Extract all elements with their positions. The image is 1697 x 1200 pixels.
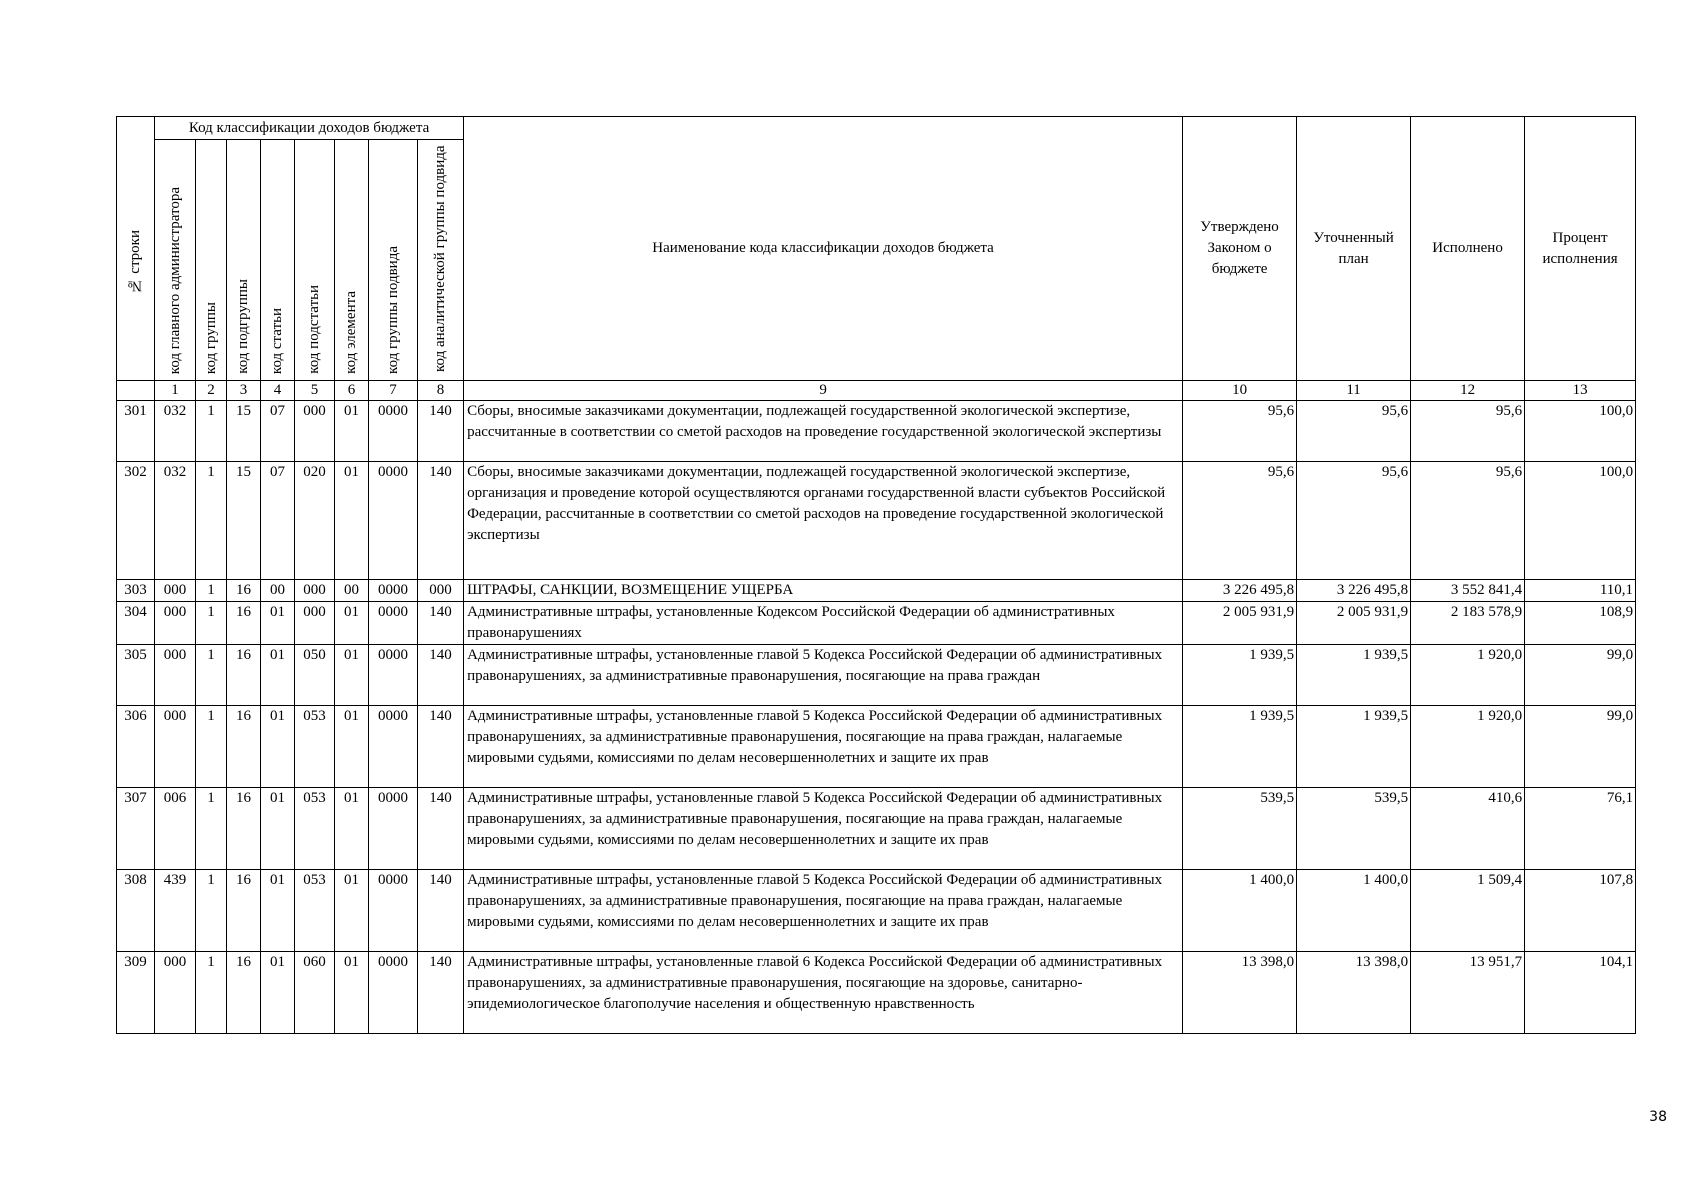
- subgroup-code: 16: [227, 870, 261, 952]
- element-code: 01: [335, 870, 369, 952]
- approved-value: 1 939,5: [1183, 645, 1297, 706]
- subgroup-code: 16: [227, 602, 261, 645]
- analytic-group-code: 000: [418, 580, 464, 602]
- row-number: 301: [117, 401, 155, 462]
- row-number: 309: [117, 952, 155, 1034]
- column-number: 8: [418, 381, 464, 401]
- element-code: 01: [335, 706, 369, 788]
- row-number: 304: [117, 602, 155, 645]
- percent-value: 99,0: [1525, 706, 1636, 788]
- admin-code: 000: [155, 706, 196, 788]
- table-row: [117, 602, 1636, 645]
- analytic-group-code: 140: [418, 788, 464, 870]
- column-number: 1: [155, 381, 196, 401]
- table-row: [117, 706, 1636, 788]
- approved-value: 2 005 931,9: [1183, 602, 1297, 645]
- subgroup-code: 16: [227, 952, 261, 1034]
- article-code: 01: [261, 870, 295, 952]
- subgroup-code: 16: [227, 788, 261, 870]
- executed-value: 1 509,4: [1411, 870, 1525, 952]
- page-number: 38: [1649, 1109, 1667, 1125]
- column-numbers-row: [117, 381, 1636, 401]
- row-number: 303: [117, 580, 155, 602]
- percent-value: 76,1: [1525, 788, 1636, 870]
- revenue-name: Административные штрафы, установленные главой 5 Кодекса Российской Федерации об административных правонарушениях, за административные правонарушения, посягающие на права граждан, налагаемые мировыми судьями, комиссиями по делам несовершеннолетних и защите их прав: [464, 706, 1183, 788]
- subtype-group-code: 0000: [369, 788, 418, 870]
- header-analytic-group-code: код аналитической группы подвида: [418, 140, 464, 381]
- group-code: 1: [196, 706, 227, 788]
- header-row-no: № строки: [117, 117, 155, 381]
- analytic-group-code: 140: [418, 602, 464, 645]
- approved-value: 95,6: [1183, 462, 1297, 580]
- header-admin-code: код главного администратора: [155, 140, 196, 381]
- column-number: [117, 381, 155, 401]
- row-number: 308: [117, 870, 155, 952]
- plan-value: 3 226 495,8: [1297, 580, 1411, 602]
- plan-value: 1 939,5: [1297, 706, 1411, 788]
- element-code: 01: [335, 401, 369, 462]
- column-number: 10: [1183, 381, 1297, 401]
- row-number: 302: [117, 462, 155, 580]
- header-subarticle-code: код подстатьи: [295, 140, 335, 381]
- subtype-group-code: 0000: [369, 462, 418, 580]
- column-number: 7: [369, 381, 418, 401]
- row-number: 305: [117, 645, 155, 706]
- plan-value: 13 398,0: [1297, 952, 1411, 1034]
- admin-code: 439: [155, 870, 196, 952]
- article-code: 01: [261, 602, 295, 645]
- subtype-group-code: 0000: [369, 645, 418, 706]
- table-row: [117, 462, 1636, 580]
- revenue-name: Сборы, вносимые заказчиками документации, подлежащей государственной экологической экспертизе, организация и проведение которой осуществляются органами государственной власти субъектов Российской Федерации, рассчитанные в соответствии со сметой расходов на проведение государственной экологической экспертизы: [464, 462, 1183, 580]
- subarticle-code: 020: [295, 462, 335, 580]
- executed-value: 3 552 841,4: [1411, 580, 1525, 602]
- element-code: 01: [335, 952, 369, 1034]
- header-element-code: код элемента: [335, 140, 369, 381]
- revenue-name: Административные штрафы, установленные главой 5 Кодекса Российской Федерации об административных правонарушениях, за административные правонарушения, посягающие на права граждан, налагаемые мировыми судьями, комиссиями по делам несовершеннолетних и защите их прав: [464, 788, 1183, 870]
- table-row: [117, 788, 1636, 870]
- subarticle-code: 050: [295, 645, 335, 706]
- plan-value: 95,6: [1297, 462, 1411, 580]
- article-code: 01: [261, 645, 295, 706]
- article-code: 01: [261, 952, 295, 1034]
- analytic-group-code: 140: [418, 706, 464, 788]
- column-number: 12: [1411, 381, 1525, 401]
- column-number: 3: [227, 381, 261, 401]
- header-article-code: код статьи: [261, 140, 295, 381]
- table-body: [117, 401, 1636, 1034]
- percent-value: 107,8: [1525, 870, 1636, 952]
- group-code: 1: [196, 645, 227, 706]
- executed-value: 95,6: [1411, 462, 1525, 580]
- admin-code: 000: [155, 602, 196, 645]
- column-number: 11: [1297, 381, 1411, 401]
- revenue-name: Административные штрафы, установленные главой 5 Кодекса Российской Федерации об административных правонарушениях, за административные правонарушения, посягающие на права граждан, налагаемые мировыми судьями, комиссиями по делам несовершеннолетних и защите их прав: [464, 870, 1183, 952]
- revenue-name: Административные штрафы, установленные главой 5 Кодекса Российской Федерации об административных правонарушениях, за административные правонарушения, посягающие на права граждан: [464, 645, 1183, 706]
- admin-code: 006: [155, 788, 196, 870]
- subtype-group-code: 0000: [369, 401, 418, 462]
- approved-value: 539,5: [1183, 788, 1297, 870]
- subgroup-code: 16: [227, 645, 261, 706]
- executed-value: 2 183 578,9: [1411, 602, 1525, 645]
- header-classification-group: Код классификации доходов бюджета: [155, 117, 464, 140]
- column-number: 9: [464, 381, 1183, 401]
- executed-value: 410,6: [1411, 788, 1525, 870]
- approved-value: 13 398,0: [1183, 952, 1297, 1034]
- admin-code: 000: [155, 580, 196, 602]
- group-code: 1: [196, 602, 227, 645]
- analytic-group-code: 140: [418, 401, 464, 462]
- header-percent: Процент исполнения: [1525, 117, 1636, 381]
- table-header: [117, 117, 1636, 401]
- group-code: 1: [196, 580, 227, 602]
- table-row: [117, 870, 1636, 952]
- subgroup-code: 15: [227, 401, 261, 462]
- element-code: 01: [335, 602, 369, 645]
- subtype-group-code: 0000: [369, 870, 418, 952]
- column-number: 5: [295, 381, 335, 401]
- plan-value: 95,6: [1297, 401, 1411, 462]
- header-refined-plan: Уточненный план: [1297, 117, 1411, 381]
- analytic-group-code: 140: [418, 952, 464, 1034]
- analytic-group-code: 140: [418, 870, 464, 952]
- subtype-group-code: 0000: [369, 602, 418, 645]
- table-row: [117, 401, 1636, 462]
- admin-code: 000: [155, 952, 196, 1034]
- header-name: Наименование кода классификации доходов бюджета: [464, 117, 1183, 381]
- article-code: 07: [261, 401, 295, 462]
- percent-value: 100,0: [1525, 462, 1636, 580]
- subtype-group-code: 0000: [369, 580, 418, 602]
- executed-value: 13 951,7: [1411, 952, 1525, 1034]
- admin-code: 000: [155, 645, 196, 706]
- element-code: 01: [335, 788, 369, 870]
- approved-value: 95,6: [1183, 401, 1297, 462]
- executed-value: 1 920,0: [1411, 645, 1525, 706]
- group-code: 1: [196, 870, 227, 952]
- column-number: 2: [196, 381, 227, 401]
- percent-value: 110,1: [1525, 580, 1636, 602]
- table-row: [117, 952, 1636, 1034]
- plan-value: 539,5: [1297, 788, 1411, 870]
- group-code: 1: [196, 401, 227, 462]
- revenue-name: Административные штрафы, установленные Кодексом Российской Федерации об административных правонарушениях: [464, 602, 1183, 645]
- column-number: 4: [261, 381, 295, 401]
- column-number: 13: [1525, 381, 1636, 401]
- header-approved: Утверждено Законом о бюджете: [1183, 117, 1297, 381]
- subtype-group-code: 0000: [369, 706, 418, 788]
- group-code: 1: [196, 952, 227, 1034]
- approved-value: 3 226 495,8: [1183, 580, 1297, 602]
- admin-code: 032: [155, 401, 196, 462]
- analytic-group-code: 140: [418, 462, 464, 580]
- element-code: 01: [335, 645, 369, 706]
- table-row: [117, 645, 1636, 706]
- table-row: [117, 580, 1636, 602]
- element-code: 00: [335, 580, 369, 602]
- approved-value: 1 939,5: [1183, 706, 1297, 788]
- plan-value: 2 005 931,9: [1297, 602, 1411, 645]
- subarticle-code: 060: [295, 952, 335, 1034]
- subgroup-code: 15: [227, 462, 261, 580]
- approved-value: 1 400,0: [1183, 870, 1297, 952]
- plan-value: 1 939,5: [1297, 645, 1411, 706]
- subgroup-code: 16: [227, 580, 261, 602]
- element-code: 01: [335, 462, 369, 580]
- percent-value: 99,0: [1525, 645, 1636, 706]
- row-number: 306: [117, 706, 155, 788]
- subtype-group-code: 0000: [369, 952, 418, 1034]
- percent-value: 108,9: [1525, 602, 1636, 645]
- revenue-name: Сборы, вносимые заказчиками документации, подлежащей государственной экологической экспертизе, рассчитанные в соответствии со сметой расходов на проведение государственной экологической экспертизы: [464, 401, 1183, 462]
- subgroup-code: 16: [227, 706, 261, 788]
- header-executed: Исполнено: [1411, 117, 1525, 381]
- article-code: 01: [261, 706, 295, 788]
- admin-code: 032: [155, 462, 196, 580]
- analytic-group-code: 140: [418, 645, 464, 706]
- article-code: 01: [261, 788, 295, 870]
- percent-value: 100,0: [1525, 401, 1636, 462]
- group-code: 1: [196, 788, 227, 870]
- column-number: 6: [335, 381, 369, 401]
- executed-value: 1 920,0: [1411, 706, 1525, 788]
- subarticle-code: 053: [295, 870, 335, 952]
- header-group-code: код группы: [196, 140, 227, 381]
- header-subgroup-code: код подгруппы: [227, 140, 261, 381]
- subarticle-code: 000: [295, 580, 335, 602]
- revenue-classification-table: [116, 116, 1636, 1034]
- percent-value: 104,1: [1525, 952, 1636, 1034]
- revenue-name: ШТРАФЫ, САНКЦИИ, ВОЗМЕЩЕНИЕ УЩЕРБА: [464, 580, 1183, 602]
- revenue-name: Административные штрафы, установленные главой 6 Кодекса Российской Федерации об административных правонарушениях, за административные правонарушения, посягающие на здоровье, санитарно-эпидемиологическое благополучие населения и общественную нравственность: [464, 952, 1183, 1034]
- subarticle-code: 053: [295, 706, 335, 788]
- subarticle-code: 000: [295, 602, 335, 645]
- subarticle-code: 053: [295, 788, 335, 870]
- article-code: 07: [261, 462, 295, 580]
- plan-value: 1 400,0: [1297, 870, 1411, 952]
- group-code: 1: [196, 462, 227, 580]
- article-code: 00: [261, 580, 295, 602]
- row-number: 307: [117, 788, 155, 870]
- subarticle-code: 000: [295, 401, 335, 462]
- header-subtype-group-code: код группы подвида: [369, 140, 418, 381]
- executed-value: 95,6: [1411, 401, 1525, 462]
